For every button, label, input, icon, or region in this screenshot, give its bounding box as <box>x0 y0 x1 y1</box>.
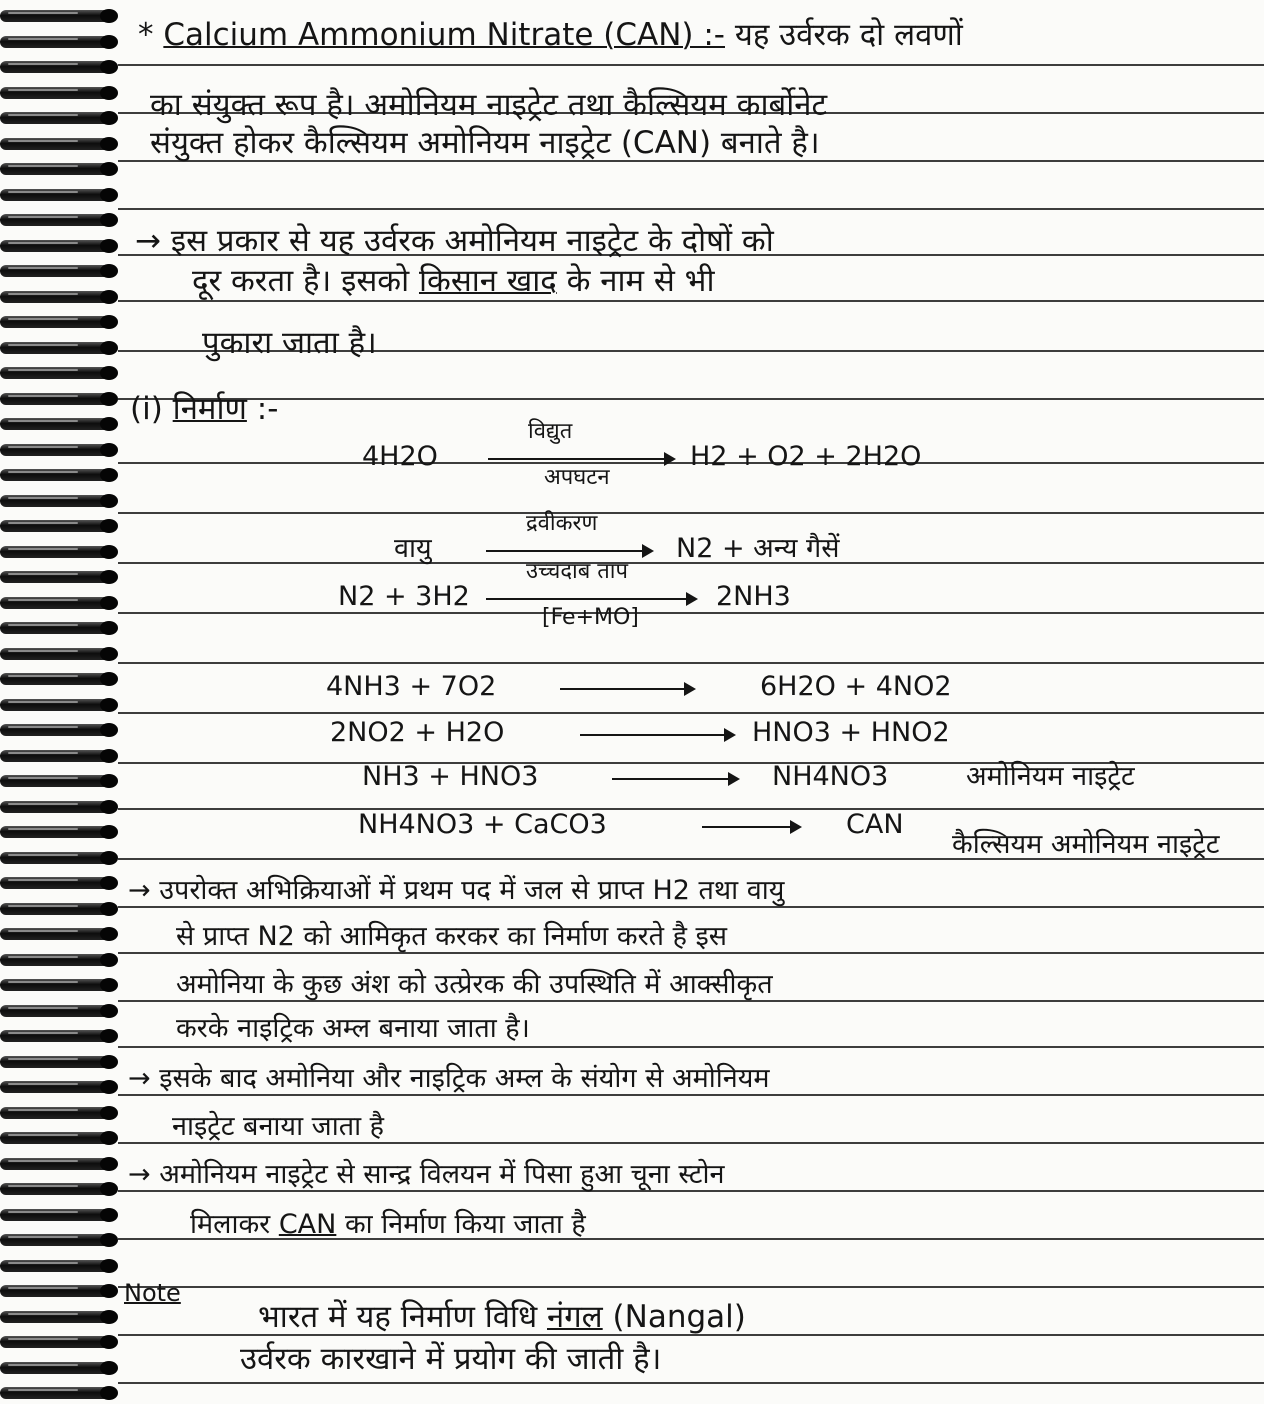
spiral-ring <box>0 1309 118 1325</box>
ruled-line <box>118 662 1264 664</box>
para2-line-3: अमोनिया के कुछ अंश को उत्प्रेरक की उपस्थिति में आक्सीकृत <box>176 969 773 1000</box>
reaction-rhs: N2 + अन्य गैसें <box>676 533 840 564</box>
reaction-lhs: 4NH3 + 7O2 <box>326 671 497 702</box>
reaction-product-name: कैल्सियम अमोनियम नाइट्रेट <box>952 829 1220 860</box>
spiral-ring <box>0 824 118 840</box>
can-term: CAN <box>278 1209 337 1240</box>
spiral-ring <box>0 1181 118 1197</box>
para3-line-1 <box>128 1060 770 1098</box>
spiral-ring <box>0 1385 118 1401</box>
section-number: (i) <box>130 391 163 427</box>
spiral-ring <box>0 1360 118 1376</box>
reaction-arrow-icon <box>580 734 734 736</box>
spiral-ring <box>0 569 118 585</box>
reaction-arrow-icon <box>486 550 652 552</box>
spiral-ring <box>0 595 118 611</box>
spiral-ring <box>0 1283 118 1299</box>
reaction-arrow-icon <box>488 458 674 460</box>
para4-text-1: अमोनियम नाइट्रेट से सान्द्र विलयन में पिसा हुआ चूना स्टोन <box>159 1159 725 1190</box>
reaction-arrow-icon <box>702 826 800 828</box>
spiral-ring <box>0 1054 118 1070</box>
reaction-arrow-icon <box>560 688 694 690</box>
spiral-ring <box>0 544 118 560</box>
spiral-ring <box>0 289 118 305</box>
note-label <box>124 1274 181 1312</box>
nangal-term: नंगल <box>547 1299 603 1335</box>
spiral-ring <box>0 161 118 177</box>
spiral-ring <box>0 926 118 942</box>
para1-line-1 <box>135 222 774 260</box>
spiral-ring <box>0 416 118 432</box>
reaction-condition-top: विद्युत <box>528 419 573 444</box>
spiral-ring <box>0 1003 118 1019</box>
spiral-ring <box>0 722 118 738</box>
spiral-ring <box>0 901 118 917</box>
spiral-ring <box>0 1207 118 1223</box>
heading-title: Calcium Ammonium Nitrate (CAN) :- <box>163 17 725 53</box>
reaction-lhs: 4H2O <box>362 441 438 472</box>
ruled-line <box>118 612 1264 614</box>
spiral-ring <box>0 263 118 279</box>
ruled-line <box>118 712 1264 714</box>
para4-line-1 <box>128 1156 724 1194</box>
spiral-ring <box>0 799 118 815</box>
note-text-1c: (Nangal) <box>612 1299 746 1335</box>
reaction-product-name: अमोनियम नाइट्रेट <box>966 761 1135 792</box>
spiral-ring <box>0 773 118 789</box>
reaction-condition-bottom: [Fe+MO] <box>542 605 639 630</box>
spiral-ring <box>0 85 118 101</box>
ruled-line <box>118 512 1264 514</box>
para3-line-2: नाइट्रेट बनाया जाता है <box>172 1111 384 1142</box>
spiral-ring <box>0 518 118 534</box>
para1-line-3: पुकारा जाता है। <box>202 325 377 361</box>
heading-intro-1: यह उर्वरक दो लवणों <box>734 17 963 53</box>
arrow-bullet-icon: → <box>135 223 161 259</box>
spiral-ring <box>0 977 118 993</box>
arrow-bullet-icon: → <box>128 1063 151 1094</box>
reaction-lhs: वायु <box>394 533 432 564</box>
reaction-rhs: H2 + O2 + 2H2O <box>690 441 922 472</box>
reaction-lhs: NH3 + HNO3 <box>362 761 539 792</box>
para1-text-1: इस प्रकार से यह उर्वरक अमोनियम नाइट्रेट के दोषों को <box>170 223 774 259</box>
spiral-ring <box>0 34 118 50</box>
spiral-ring <box>0 1130 118 1146</box>
section-suffix: :- <box>256 391 279 427</box>
spiral-ring <box>0 136 118 152</box>
spiral-ring <box>0 467 118 483</box>
reaction-condition-top: द्रवीकरण <box>526 511 598 536</box>
para1-text-2c: के नाम से भी <box>566 263 715 299</box>
spiral-ring <box>0 748 118 764</box>
spiral-ring <box>0 850 118 866</box>
spiral-ring <box>0 1334 118 1350</box>
reaction-rhs: 6H2O + 4NO2 <box>760 671 952 702</box>
spiral-ring <box>0 952 118 968</box>
reaction-rhs: 2NH3 <box>716 581 791 612</box>
reaction-rhs: HNO3 + HNO2 <box>752 717 950 748</box>
spiral-ring <box>0 212 118 228</box>
kisan-khad-term: किसान खाद <box>418 263 557 299</box>
spiral-ring <box>0 365 118 381</box>
spiral-ring <box>0 442 118 458</box>
spiral-ring <box>0 1105 118 1121</box>
reaction-rhs: NH4NO3 <box>772 761 889 792</box>
spiral-ring <box>0 187 118 203</box>
reaction-arrow-icon <box>612 778 738 780</box>
reaction-arrow-icon <box>486 598 696 600</box>
spiral-ring <box>0 59 118 75</box>
spiral-ring <box>0 110 118 126</box>
section-title: निर्माण <box>172 391 247 427</box>
para2-text-1: उपरोक्त अभिक्रियाओं में प्रथम पद में जल से प्राप्त H2 तथा वायु <box>159 875 785 906</box>
spiral-binding <box>0 0 120 1404</box>
reaction-lhs: NH4NO3 + CaCO3 <box>358 809 607 840</box>
reaction-lhs: 2NO2 + H2O <box>330 717 505 748</box>
spiral-ring <box>0 1156 118 1172</box>
spiral-ring <box>0 671 118 687</box>
spiral-ring <box>0 238 118 254</box>
para2-line-2: से प्राप्त N2 को आमिकृत करकर का निर्माण करते है इस <box>176 921 728 952</box>
heading-intro-2: का संयुक्त रूप है। अमोनियम नाइट्रेट तथा कैल्सियम कार्बोनेट <box>150 87 828 123</box>
spiral-ring <box>0 1028 118 1044</box>
reaction-lhs: N2 + 3H2 <box>338 581 470 612</box>
ruled-line <box>118 1382 1264 1384</box>
heading-intro-3: संयुक्त होकर कैल्सियम अमोनियम नाइट्रेट (CAN) बनाते है। <box>150 125 820 161</box>
note-line-2: उर्वरक कारखाने में प्रयोग की जाती है। <box>240 1341 662 1377</box>
spiral-ring <box>0 1232 118 1248</box>
arrow-bullet-icon: → <box>128 1159 151 1190</box>
reaction-condition-bottom: अपघटन <box>544 465 610 490</box>
star-bullet-icon: * <box>138 17 154 53</box>
para3-text-1: इसके बाद अमोनिया और नाइट्रिक अम्ल के संयोग से अमोनियम <box>159 1063 770 1094</box>
spiral-ring <box>0 697 118 713</box>
ruled-line <box>118 1286 1264 1288</box>
note-label-text: Note <box>124 1279 181 1307</box>
ruled-line <box>118 398 1264 400</box>
spiral-ring <box>0 1079 118 1095</box>
ruled-line <box>118 300 1264 302</box>
spiral-ring <box>0 1258 118 1274</box>
ruled-line <box>118 64 1264 66</box>
spiral-ring <box>0 620 118 636</box>
spiral-ring <box>0 646 118 662</box>
reaction-condition-top: उच्चदाब ताप <box>526 559 628 584</box>
para4-text-2a: मिलाकर <box>190 1209 271 1240</box>
ruled-line <box>118 808 1264 810</box>
spiral-ring <box>0 875 118 891</box>
spiral-ring <box>0 493 118 509</box>
note-text-1a: भारत में यह निर्माण विधि <box>258 1299 538 1335</box>
para1-line-2 <box>192 262 715 300</box>
para4-text-2c: का निर्माण किया जाता है <box>344 1209 586 1240</box>
note-line-1 <box>258 1298 746 1336</box>
reaction-rhs: CAN <box>846 809 904 840</box>
para2-line-4: करके नाइट्रिक अम्ल बनाया जाता है। <box>176 1013 530 1044</box>
ruled-line <box>118 208 1264 210</box>
spiral-ring <box>0 8 118 24</box>
arrow-bullet-icon: → <box>128 875 151 906</box>
para1-text-2a: दूर करता है। इसको <box>192 263 410 299</box>
spiral-ring <box>0 314 118 330</box>
spiral-ring <box>0 340 118 356</box>
section-heading <box>130 390 278 428</box>
para4-line-2 <box>190 1206 586 1244</box>
spiral-ring <box>0 391 118 407</box>
heading-line-1 <box>138 16 963 54</box>
para2-line-1 <box>128 872 784 910</box>
